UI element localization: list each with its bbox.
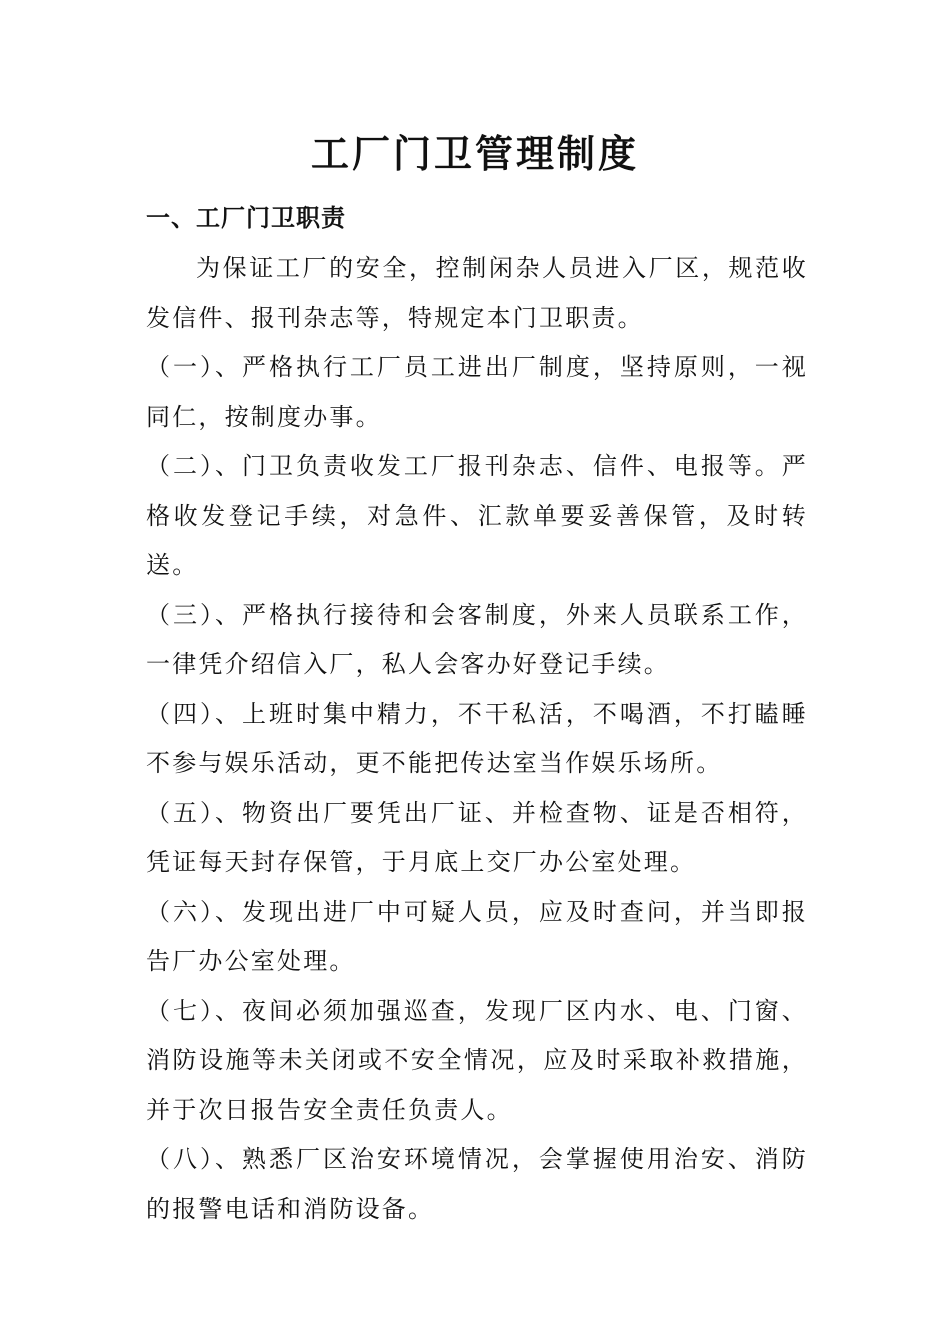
- duty-item-3: （三）、严格执行接待和会客制度，外来人员联系工作，一律凭介绍信入厂，私人会客办好登记手续。: [146, 600, 808, 678]
- duty-item-8: （八）、熟悉厂区治安环境情况，会掌握使用治安、消防的报警电话和消防设备。: [146, 1145, 808, 1223]
- section-heading: 一、工厂门卫职责: [146, 203, 346, 232]
- duty-item-7: （七）、夜间必须加强巡查，发现厂区内水、电、门窗、消防设施等未关闭或不安全情况，应及时采取补救措施，并于次日报告安全责任负责人。: [146, 996, 808, 1124]
- duty-item-2: （二）、门卫负责收发工厂报刊杂志、信件、电报等。严格收发登记手续，对急件、汇款单要妥善保管，及时转送。: [146, 452, 808, 579]
- duty-item-5: （五）、物资出厂要凭出厂证、并检查物、证是否相符，凭证每天封存保管，于月底上交厂办公室处理。: [146, 798, 808, 876]
- document-title: 工厂门卫管理制度: [310, 131, 639, 176]
- intro-paragraph: 为保证工厂的安全，控制闲杂人员进入厂区，规范收发信件、报刊杂志等，特规定本门卫职责。: [146, 254, 808, 332]
- document-body: [146, 244, 808, 1234]
- duty-item-6: （六）、发现出进厂中可疑人员，应及时查问，并当即报告厂办公室处理。: [146, 897, 808, 975]
- duty-item-4: （四）、上班时集中精力，不干私活，不喝酒，不打瞌睡不参与娱乐活动，更不能把传达室当作娱乐场所。: [146, 699, 808, 777]
- duty-item-1: （一）、严格执行工厂员工进出厂制度，坚持原则，一视同仁，按制度办事。: [146, 353, 808, 431]
